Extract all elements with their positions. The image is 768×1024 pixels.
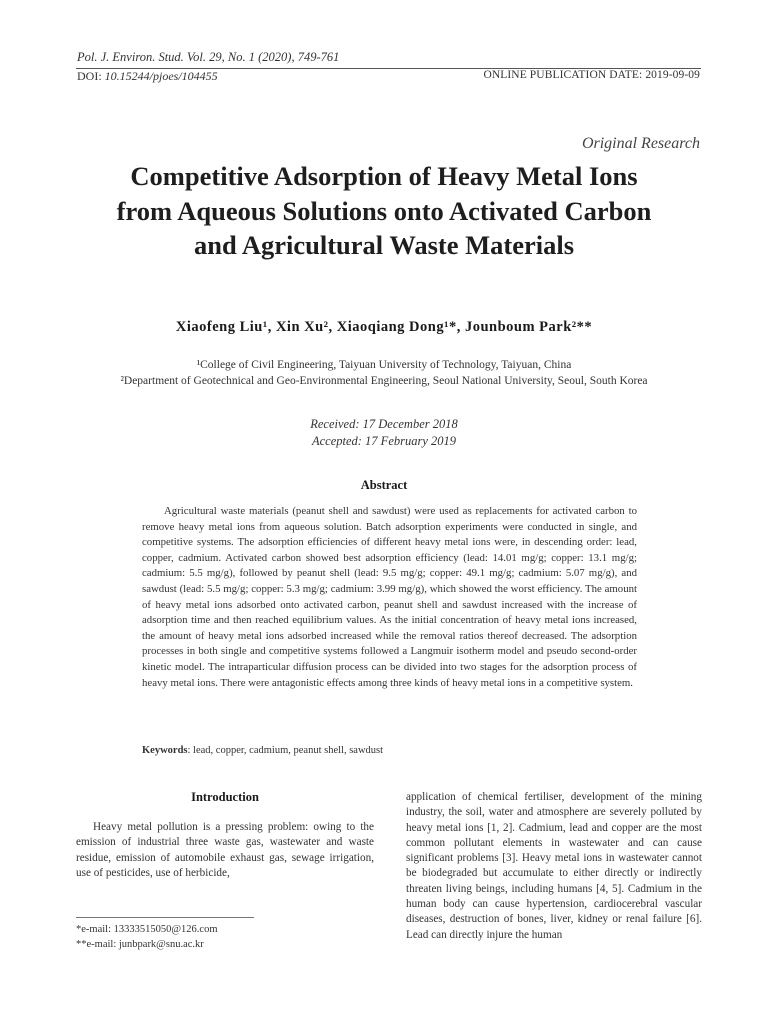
- footnote-rule: [76, 917, 254, 918]
- keywords-label: Keywords: [142, 745, 188, 756]
- journal-citation: Pol. J. Environ. Stud. Vol. 29, No. 1 (2020), 749-761: [77, 50, 340, 64]
- doi-label: DOI:: [77, 69, 105, 83]
- keywords-text: : lead, copper, cadmium, peanut shell, sawdust: [187, 745, 384, 756]
- doi-link[interactable]: 10.15244/pjoes/104455: [104, 69, 218, 83]
- introduction-heading: Introduction: [191, 790, 259, 804]
- title-line: and Agricultural Waste Materials: [193, 230, 575, 260]
- title-line: from Aqueous Solutions onto Activated Carbon: [116, 195, 652, 226]
- accepted-date: Accepted: 17 February 2019: [311, 434, 457, 448]
- affiliations: [0, 357, 768, 389]
- affiliation: ¹College of Civil Engineering, Taiyuan University of Technology, Taiyuan, China: [196, 359, 572, 371]
- author-list: Xiaofeng Liu¹, Xin Xu², Xiaoqiang Dong¹*, Jounboum Park²**: [175, 319, 593, 335]
- received-date: Received: 17 December 2018: [310, 417, 458, 431]
- abstract-text: Agricultural waste materials (peanut shell and sawdust) were used as replacements for activated carbon to remove heavy metal ions from aqueous solution. Batch adsorption experiments were conducted in single, and competitive systems. The adsorption efficiencies of different heavy metal ions were, in descending order: lead, copper, cadmium. Activated carbon showed best adsorption efficiency (lead: 14.01 mg/g; copper: 13.1 mg/g; cadmium: 5.5 mg/g), followed by peanut shell (lead: 9.5 mg/g; copper: 49.1 mg/g; cadmium: 5.07 mg/g), and sawdust (lead: 5.5 mg/g; copper: 5.3 mg/g; cadmium: 3.99 mg/g), which showed the worst efficiency. The amount of heavy metal ions adsorbed onto activated carbon, peanut shell and sawdust increased with the increase of adsorption time and then reached equilibrium values. As the initial concentration of heavy metal ions increased, the amount of heavy metal ions adsorbed increased while the removal ratios thereof decreased. The adsorption processes in both single and competitive systems followed a Langmuir isotherm model and pseudo second-order kinetic model. The intraparticular diffusion process can be divided into two stages for the adsorption process of heavy metal ions. There were antagonistic effects among three kinds of heavy metal ions in a competitive system.: [142, 505, 637, 689]
- affiliation: ²Department of Geotechnical and Geo-Environmental Engineering, Seoul National University, Seoul, South Korea: [120, 375, 648, 387]
- footnotes: [76, 923, 217, 952]
- footnote-email: *e-mail: 13333515050@126.com: [76, 924, 218, 935]
- dates: [0, 416, 768, 450]
- article-type: Original Research: [581, 135, 700, 152]
- publication-date: ONLINE PUBLICATION DATE: 2019-09-09: [483, 69, 700, 81]
- introduction-text-right: application of chemical fertiliser, development of the mining industry, the soil, water and atmosphere are severely polluted by heavy metal ions [1, 2]. Cadmium, lead and copper are the most common pollutant elements in wastewater and can cause significant problems [3]. Heavy metal ions in wastewater cannot be biodegraded but accumulate to either directly or indirectly threaten living beings, including humans [4, 5]. Cadmium in the human body can cause hypertension, cardiocerebral vascular diseases, destruction of bones, liver, kidney or renal failure [6]. Lead can directly injure the human: [406, 791, 702, 941]
- abstract-heading: Abstract: [360, 478, 408, 492]
- footnote-email: **e-mail: junbpark@snu.ac.kr: [76, 938, 204, 950]
- paper-title: [60, 159, 708, 263]
- doi-line: [77, 69, 218, 84]
- introduction-text-left: Heavy metal pollution is a pressing problem: owing to the emission of industrial three waste gas, wastewater and waste residue, emission of automobile exhaust gas, sewage irrigation, use of pesticides, use of herbicide,: [76, 821, 374, 879]
- title-line: Competitive Adsorption of Heavy Metal Ions: [130, 161, 638, 191]
- keywords: [142, 745, 383, 756]
